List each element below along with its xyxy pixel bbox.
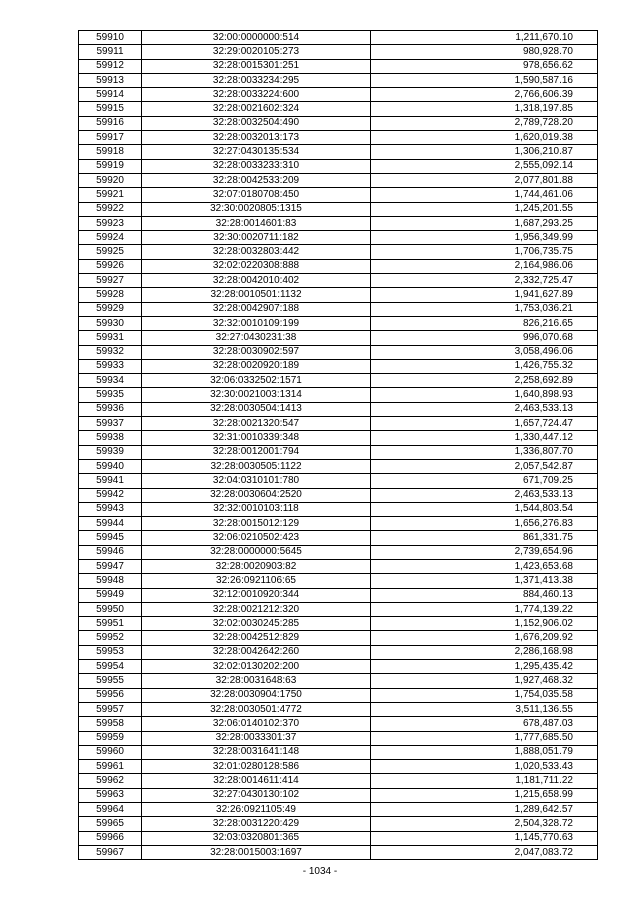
row-id-cell: 59927: [79, 274, 142, 288]
cadastral-number-cell: 32:28:0032013:173: [142, 131, 371, 145]
row-id-cell: 59963: [79, 788, 142, 802]
cadastral-number-cell: 32:30:0020805:1315: [142, 202, 371, 216]
cadastral-number-cell: 32:32:0010109:199: [142, 316, 371, 330]
amount-cell: 1,211,670.10: [371, 31, 598, 45]
row-id-cell: 59925: [79, 245, 142, 259]
table-row: [79, 545, 598, 559]
row-id-cell: 59955: [79, 674, 142, 688]
amount-cell: 2,555,092.14: [371, 159, 598, 173]
amount-cell: 1,941,627.89: [371, 288, 598, 302]
row-id-cell: 59945: [79, 531, 142, 545]
table-row: [79, 760, 598, 774]
amount-cell: 3,511,136.55: [371, 702, 598, 716]
amount-cell: 1,687,293.25: [371, 216, 598, 230]
cadastral-number-cell: 32:28:0000000:5645: [142, 545, 371, 559]
cadastral-number-cell: 32:06:0140102:370: [142, 717, 371, 731]
cadastral-number-cell: 32:28:0042512:829: [142, 631, 371, 645]
amount-cell: 2,504,328.72: [371, 817, 598, 831]
cadastral-number-cell: 32:28:0042907:188: [142, 302, 371, 316]
amount-cell: 1,245,201.55: [371, 202, 598, 216]
table-row: [79, 817, 598, 831]
table-row: [79, 417, 598, 431]
row-id-cell: 59917: [79, 131, 142, 145]
table-row: [79, 274, 598, 288]
amount-cell: 1,657,724.47: [371, 417, 598, 431]
cadastral-number-cell: 32:28:0030902:597: [142, 345, 371, 359]
amount-cell: 2,057,542.87: [371, 459, 598, 473]
cadastral-number-cell: 32:26:0921106:65: [142, 574, 371, 588]
row-id-cell: 59916: [79, 116, 142, 130]
row-id-cell: 59950: [79, 602, 142, 616]
amount-cell: 1,295,435.42: [371, 660, 598, 674]
table-row: [79, 45, 598, 59]
table-row: [79, 459, 598, 473]
amount-cell: 2,739,654.96: [371, 545, 598, 559]
cadastral-number-cell: 32:28:0032504:490: [142, 116, 371, 130]
row-id-cell: 59924: [79, 231, 142, 245]
cadastral-number-cell: 32:02:0030245:285: [142, 617, 371, 631]
cadastral-number-cell: 32:28:0030501:4772: [142, 702, 371, 716]
row-id-cell: 59911: [79, 45, 142, 59]
table-row: [79, 617, 598, 631]
table-row: [79, 474, 598, 488]
cadastral-number-cell: 32:30:0020711:182: [142, 231, 371, 245]
cadastral-number-cell: 32:30:0021003:1314: [142, 388, 371, 402]
row-id-cell: 59952: [79, 631, 142, 645]
cadastral-number-cell: 32:28:0012001:794: [142, 445, 371, 459]
row-id-cell: 59941: [79, 474, 142, 488]
cadastral-number-cell: 32:28:0015301:251: [142, 59, 371, 73]
table-row: [79, 288, 598, 302]
cadastral-number-cell: 32:06:0332502:1571: [142, 374, 371, 388]
table-row: [79, 216, 598, 230]
amount-cell: 1,888,051.79: [371, 745, 598, 759]
amount-cell: 1,754,035.58: [371, 688, 598, 702]
table-row: [79, 688, 598, 702]
table-row: [79, 660, 598, 674]
amount-cell: 1,336,807.70: [371, 445, 598, 459]
cadastral-number-cell: 32:28:0031648:63: [142, 674, 371, 688]
row-id-cell: 59930: [79, 316, 142, 330]
table-row: [79, 59, 598, 73]
amount-cell: 1,318,197.85: [371, 102, 598, 116]
amount-cell: 2,463,533.13: [371, 488, 598, 502]
amount-cell: 1,426,755.32: [371, 359, 598, 373]
amount-cell: 2,463,533.13: [371, 402, 598, 416]
amount-cell: 861,331.75: [371, 531, 598, 545]
table-row: [79, 402, 598, 416]
row-id-cell: 59967: [79, 845, 142, 859]
cadastral-number-cell: 32:06:0210502:423: [142, 531, 371, 545]
amount-cell: 671,709.25: [371, 474, 598, 488]
amount-cell: 2,047,083.72: [371, 845, 598, 859]
row-id-cell: 59951: [79, 617, 142, 631]
amount-cell: 2,766,606.39: [371, 88, 598, 102]
table-row: [79, 488, 598, 502]
cadastral-number-cell: 32:28:0014611:414: [142, 774, 371, 788]
row-id-cell: 59949: [79, 588, 142, 602]
cadastral-number-cell: 32:26:0921105:49: [142, 803, 371, 817]
cadastral-number-cell: 32:28:0014601:83: [142, 216, 371, 230]
amount-cell: 1,590,587.16: [371, 73, 598, 87]
cadastral-number-cell: 32:28:0033233:310: [142, 159, 371, 173]
table-row: [79, 73, 598, 87]
row-id-cell: 59961: [79, 760, 142, 774]
table-row: [79, 674, 598, 688]
cadastral-number-cell: 32:28:0030604:2520: [142, 488, 371, 502]
cadastral-number-cell: 32:29:0020105:273: [142, 45, 371, 59]
table-row: [79, 145, 598, 159]
amount-cell: 1,656,276.83: [371, 517, 598, 531]
amount-cell: 1,777,685.50: [371, 731, 598, 745]
cadastral-number-cell: 32:00:0000000:514: [142, 31, 371, 45]
amount-cell: 826,216.65: [371, 316, 598, 330]
amount-cell: 1,423,653.68: [371, 559, 598, 573]
row-id-cell: 59912: [79, 59, 142, 73]
amount-cell: 1,744,461.06: [371, 188, 598, 202]
amount-cell: 2,332,725.47: [371, 274, 598, 288]
cadastral-number-cell: 32:28:0015012:129: [142, 517, 371, 531]
row-id-cell: 59918: [79, 145, 142, 159]
table-row: [79, 431, 598, 445]
cadastral-number-cell: 32:28:0033224:600: [142, 88, 371, 102]
row-id-cell: 59914: [79, 88, 142, 102]
amount-cell: 1,145,770.63: [371, 831, 598, 845]
page-number: - 1034 -: [302, 866, 338, 877]
amount-cell: 1,152,906.02: [371, 617, 598, 631]
row-id-cell: 59915: [79, 102, 142, 116]
cadastral-number-cell: 32:27:0430135:534: [142, 145, 371, 159]
table-row: [79, 331, 598, 345]
row-id-cell: 59920: [79, 173, 142, 187]
row-id-cell: 59923: [79, 216, 142, 230]
row-id-cell: 59958: [79, 717, 142, 731]
table-row: [79, 803, 598, 817]
row-id-cell: 59957: [79, 702, 142, 716]
amount-cell: 980,928.70: [371, 45, 598, 59]
table-row: [79, 774, 598, 788]
table-row: [79, 374, 598, 388]
cadastral-number-cell: 32:28:0020920:189: [142, 359, 371, 373]
table-row: [79, 702, 598, 716]
table-row: [79, 574, 598, 588]
amount-cell: 996,070.68: [371, 331, 598, 345]
row-id-cell: 59921: [79, 188, 142, 202]
cadastral-number-cell: 32:02:0220308:888: [142, 259, 371, 273]
amount-cell: 1,371,413.38: [371, 574, 598, 588]
row-id-cell: 59943: [79, 502, 142, 516]
cadastral-number-cell: 32:28:0021212:320: [142, 602, 371, 616]
row-id-cell: 59926: [79, 259, 142, 273]
row-id-cell: 59937: [79, 417, 142, 431]
row-id-cell: 59960: [79, 745, 142, 759]
cadastral-number-cell: 32:28:0031641:148: [142, 745, 371, 759]
cadastral-number-cell: 32:28:0015003:1697: [142, 845, 371, 859]
table-row: [79, 159, 598, 173]
row-id-cell: 59928: [79, 288, 142, 302]
cadastral-number-cell: 32:31:0010339:348: [142, 431, 371, 445]
table-row: [79, 445, 598, 459]
cadastral-number-cell: 32:28:0042642:260: [142, 645, 371, 659]
row-id-cell: 59940: [79, 459, 142, 473]
cadastral-number-cell: 32:27:0430231:38: [142, 331, 371, 345]
amount-cell: 1,706,735.75: [371, 245, 598, 259]
amount-cell: 1,774,139.22: [371, 602, 598, 616]
row-id-cell: 59922: [79, 202, 142, 216]
table-row: [79, 245, 598, 259]
table-row: [79, 388, 598, 402]
row-id-cell: 59931: [79, 331, 142, 345]
cadastral-number-cell: 32:28:0021320:547: [142, 417, 371, 431]
row-id-cell: 59965: [79, 817, 142, 831]
cadastral-number-cell: 32:07:0180708:450: [142, 188, 371, 202]
row-id-cell: 59935: [79, 388, 142, 402]
row-id-cell: 59933: [79, 359, 142, 373]
amount-cell: 1,753,036.21: [371, 302, 598, 316]
amount-cell: 1,181,711.22: [371, 774, 598, 788]
amount-cell: 978,656.62: [371, 59, 598, 73]
table-row: [79, 531, 598, 545]
amount-cell: 1,215,658.99: [371, 788, 598, 802]
amount-cell: 1,544,803.54: [371, 502, 598, 516]
amount-cell: 1,927,468.32: [371, 674, 598, 688]
amount-cell: 884,460.13: [371, 588, 598, 602]
table-row: [79, 345, 598, 359]
cadastral-number-cell: 32:28:0042533:209: [142, 173, 371, 187]
amount-cell: 1,676,209.92: [371, 631, 598, 645]
table-row: [79, 788, 598, 802]
row-id-cell: 59942: [79, 488, 142, 502]
amount-cell: 1,956,349.99: [371, 231, 598, 245]
table-row: [79, 845, 598, 859]
table-row: [79, 359, 598, 373]
amount-cell: 678,487.03: [371, 717, 598, 731]
row-id-cell: 59938: [79, 431, 142, 445]
cadastral-number-cell: 32:04:0310101:780: [142, 474, 371, 488]
row-id-cell: 59932: [79, 345, 142, 359]
table-row: [79, 631, 598, 645]
row-id-cell: 59913: [79, 73, 142, 87]
table-row: [79, 745, 598, 759]
row-id-cell: 59944: [79, 517, 142, 531]
cadastral-number-cell: 32:28:0031220:429: [142, 817, 371, 831]
cadastral-number-cell: 32:02:0130202:200: [142, 660, 371, 674]
cadastral-number-cell: 32:28:0030505:1122: [142, 459, 371, 473]
row-id-cell: 59964: [79, 803, 142, 817]
table-row: [79, 31, 598, 45]
amount-cell: 2,789,728.20: [371, 116, 598, 130]
row-id-cell: 59910: [79, 31, 142, 45]
row-id-cell: 59929: [79, 302, 142, 316]
row-id-cell: 59919: [79, 159, 142, 173]
cadastral-number-cell: 32:32:0010103:118: [142, 502, 371, 516]
amount-cell: 2,258,692.89: [371, 374, 598, 388]
cadastral-number-cell: 32:28:0010501:1132: [142, 288, 371, 302]
table-row: [79, 559, 598, 573]
table-row: [79, 202, 598, 216]
table-body: [79, 31, 598, 860]
table-row: [79, 173, 598, 187]
data-table: [78, 30, 598, 860]
table-row: [79, 602, 598, 616]
table-row: [79, 717, 598, 731]
table-row: [79, 116, 598, 130]
row-id-cell: 59954: [79, 660, 142, 674]
amount-cell: 2,164,986.06: [371, 259, 598, 273]
amount-cell: 1,306,210.87: [371, 145, 598, 159]
row-id-cell: 59946: [79, 545, 142, 559]
cadastral-number-cell: 32:12:0010920:344: [142, 588, 371, 602]
table-row: [79, 102, 598, 116]
row-id-cell: 59934: [79, 374, 142, 388]
cadastral-number-cell: 32:28:0030904:1750: [142, 688, 371, 702]
amount-cell: 1,330,447.12: [371, 431, 598, 445]
cadastral-number-cell: 32:28:0033234:295: [142, 73, 371, 87]
cadastral-number-cell: 32:28:0033301:37: [142, 731, 371, 745]
row-id-cell: 59959: [79, 731, 142, 745]
table-row: [79, 316, 598, 330]
cadastral-number-cell: 32:01:0280128:586: [142, 760, 371, 774]
row-id-cell: 59939: [79, 445, 142, 459]
table-row: [79, 231, 598, 245]
cadastral-number-cell: 32:28:0021602:324: [142, 102, 371, 116]
cadastral-number-cell: 32:27:0430130:102: [142, 788, 371, 802]
cadastral-number-cell: 32:28:0020903:82: [142, 559, 371, 573]
table-row: [79, 731, 598, 745]
row-id-cell: 59953: [79, 645, 142, 659]
row-id-cell: 59936: [79, 402, 142, 416]
amount-cell: 3,058,496.06: [371, 345, 598, 359]
amount-cell: 1,640,898.93: [371, 388, 598, 402]
table-row: [79, 259, 598, 273]
cadastral-number-cell: 32:28:0042010:402: [142, 274, 371, 288]
row-id-cell: 59947: [79, 559, 142, 573]
amount-cell: 1,020,533.43: [371, 760, 598, 774]
row-id-cell: 59948: [79, 574, 142, 588]
amount-cell: 2,286,168.98: [371, 645, 598, 659]
row-id-cell: 59966: [79, 831, 142, 845]
cadastral-number-cell: 32:28:0032803:442: [142, 245, 371, 259]
table-row: [79, 831, 598, 845]
table-row: [79, 88, 598, 102]
cadastral-number-cell: 32:28:0030504:1413: [142, 402, 371, 416]
amount-cell: 2,077,801.88: [371, 173, 598, 187]
row-id-cell: 59962: [79, 774, 142, 788]
amount-cell: 1,289,642.57: [371, 803, 598, 817]
amount-cell: 1,620,019.38: [371, 131, 598, 145]
table-row: [79, 645, 598, 659]
table-row: [79, 188, 598, 202]
table-row: [79, 517, 598, 531]
table-row: [79, 131, 598, 145]
row-id-cell: 59956: [79, 688, 142, 702]
table-row: [79, 502, 598, 516]
table-row: [79, 588, 598, 602]
table-row: [79, 302, 598, 316]
cadastral-number-cell: 32:03:0320801:365: [142, 831, 371, 845]
